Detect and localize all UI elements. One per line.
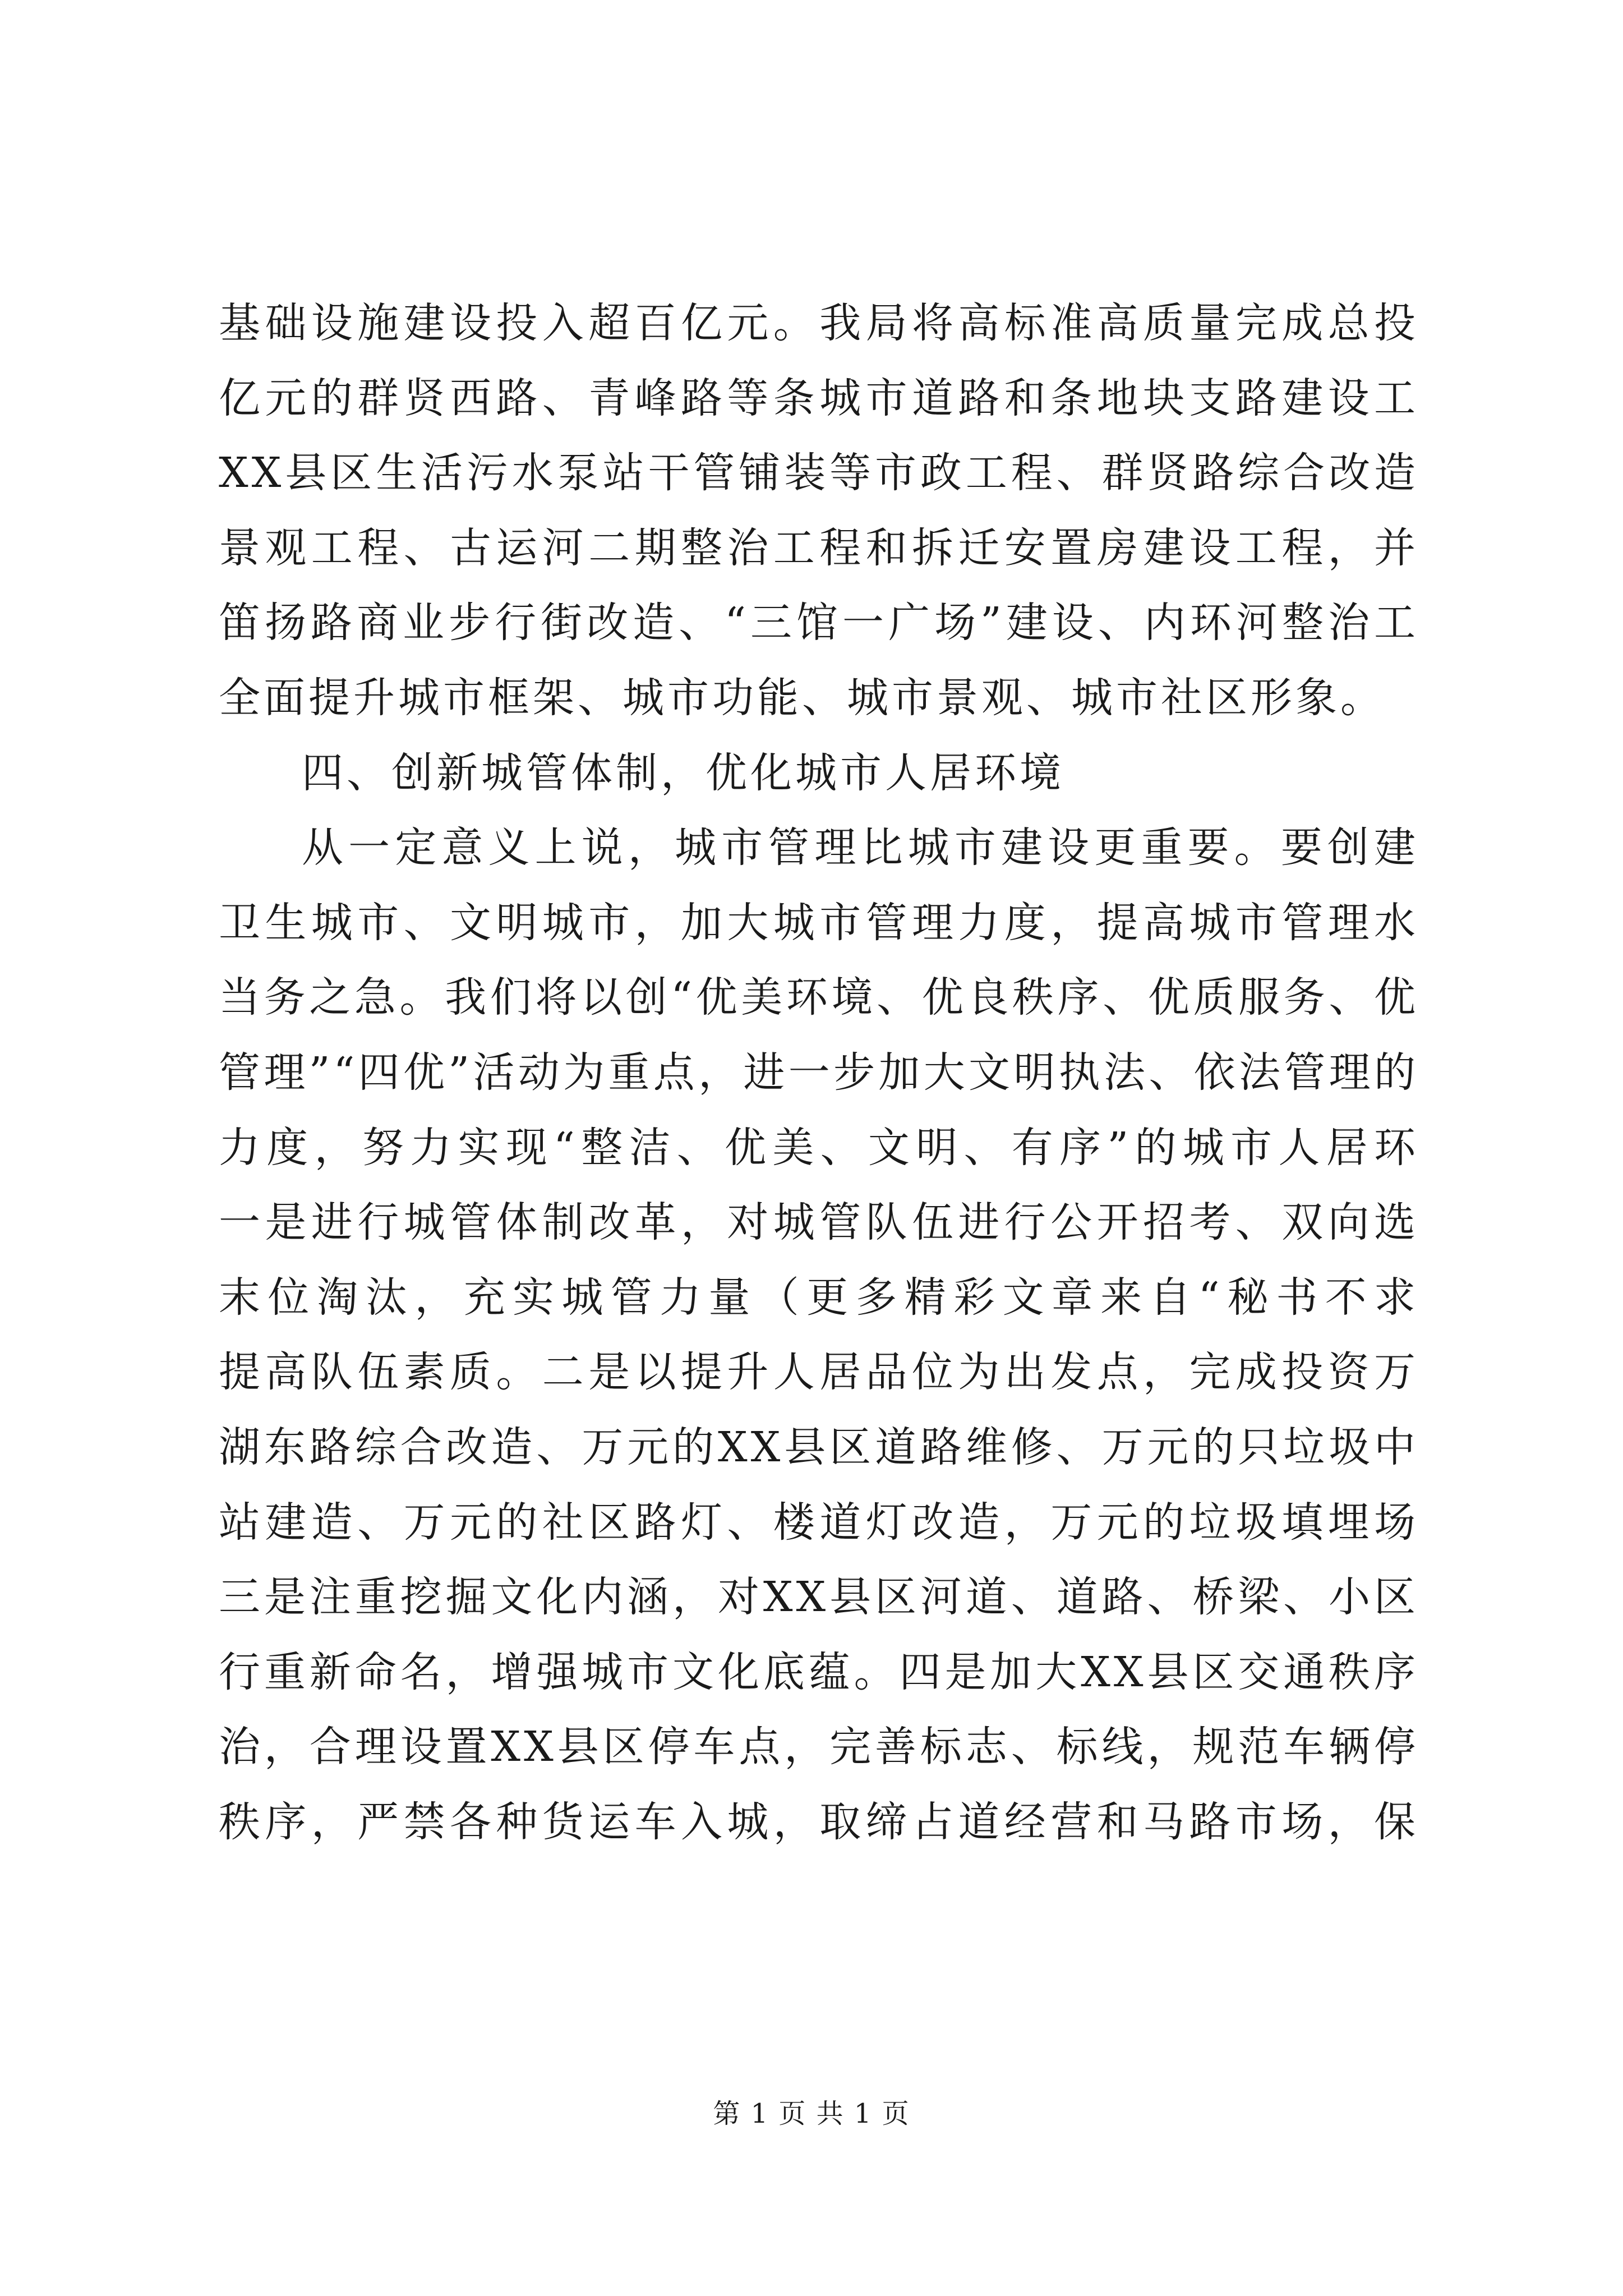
document-body: [219, 286, 1419, 1860]
text-line: 提高队伍素质。二是以提升人居品位为出发点，完成投资万: [219, 1348, 1419, 1397]
text-line: 管理”“四优”活动为重点，进一步加大文明执法、依法管理的: [219, 1048, 1419, 1097]
text-line: 站建造、万元的社区路灯、楼道灯改造，万元的垃圾填埋场: [219, 1498, 1419, 1547]
text-line: XX县区生活污水泵站干管铺装等市政工程、群贤路综合改造: [219, 449, 1419, 498]
text-line: 末位淘汰，充实城管力量（更多精彩文章来自“秘书不求: [219, 1273, 1419, 1322]
text-line: 全面提升城市框架、城市功能、城市景观、城市社区形象。: [219, 673, 1385, 722]
text-line: 从一定意义上说，城市管理比城市建设更重要。要创建: [302, 823, 1419, 872]
section-heading: 四、创新城管体制，优化城市人居环境: [302, 748, 1064, 797]
text-line: 湖东路综合改造、万元的XX县区道路维修、万元的只垃圾中: [219, 1423, 1419, 1471]
text-line: 景观工程、古运河二期整治工程和拆迁安置房建设工程，并: [219, 523, 1419, 572]
text-line: 三是注重挖掘文化内涵，对XX县区河道、道路、桥梁、小区: [219, 1573, 1419, 1622]
page-footer: 第 1 页 共 1 页: [713, 2098, 910, 2129]
text-line: 秩序，严禁各种货运车入城，取缔占道经营和马路市场，保: [219, 1797, 1419, 1846]
text-line: 力度，努力实现“整洁、优美、文明、有序”的城市人居环: [219, 1123, 1419, 1172]
text-line: 基础设施建设投入超百亿元。我局将高标准高质量完成总投: [219, 299, 1419, 347]
text-line: 卫生城市、文明城市，加大城市管理力度，提高城市管理水: [219, 898, 1419, 947]
text-line: 行重新命名，增强城市文化底蕴。四是加大XX县区交通秩序: [219, 1648, 1419, 1696]
text-line: 笛扬路商业步行街改造、“三馆一广场”建设、内环河整治工: [219, 599, 1419, 647]
text-line: 治，合理设置XX县区停车点，完善标志、标线，规范车辆停: [219, 1723, 1419, 1772]
text-line: 亿元的群贤西路、青峰路等条城市道路和条地块支路建设工: [219, 374, 1419, 422]
text-line: 当务之急。我们将以创“优美环境、优良秩序、优质服务、优: [219, 973, 1419, 1022]
text-line: 一是进行城管体制改革，对城管队伍进行公开招考、双向选: [219, 1198, 1419, 1247]
